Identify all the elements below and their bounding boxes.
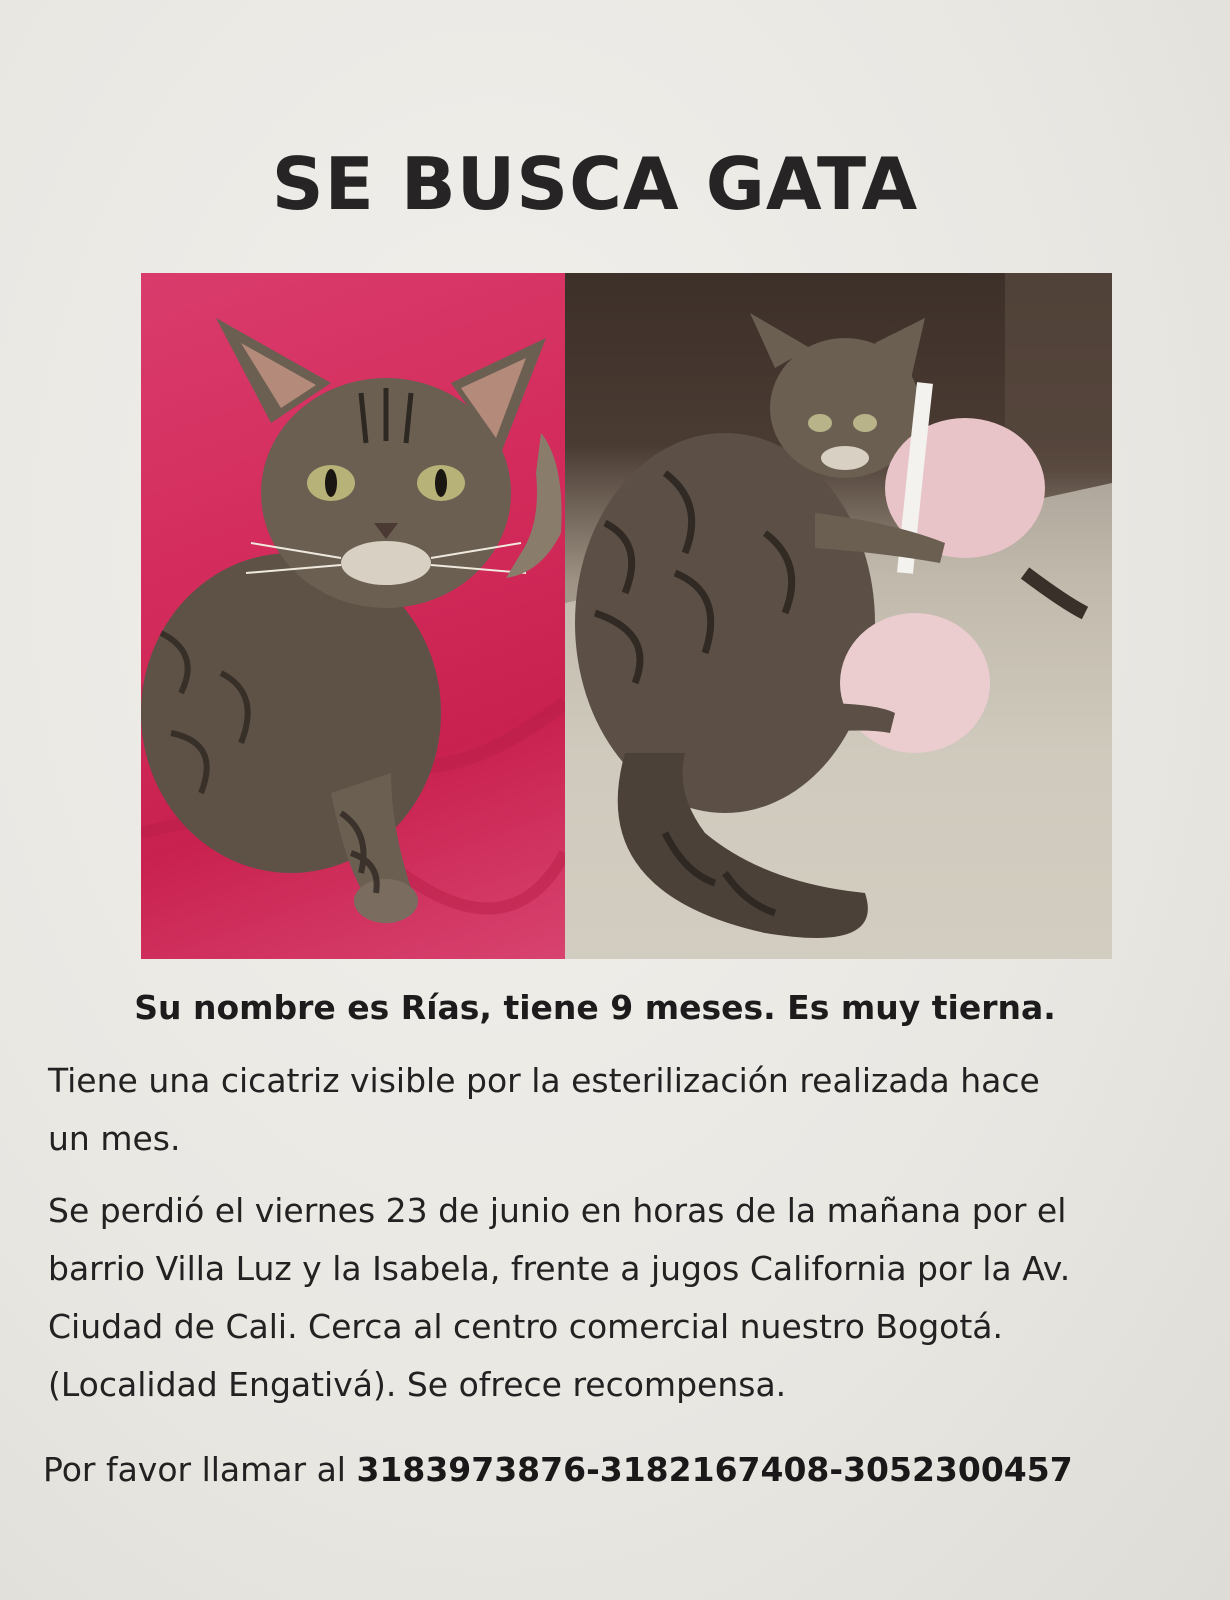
cat-sitting-illustration [141, 273, 565, 959]
lost-line-3: Ciudad de Cali. Cerca al centro comercial nuestro Bogotá. [48, 1307, 1004, 1346]
lost-details [48, 1182, 1148, 1414]
flyer-title: SE BUSCA GATA [271, 142, 919, 226]
lost-line-2: barrio Villa Luz y la Isabela, frente a jugos California por la Av. [48, 1249, 1071, 1288]
cat-name-subtitle: Su nombre es Rías, tiene 9 meses. Es muy tierna. [134, 988, 1056, 1027]
scar-description [48, 1052, 1148, 1168]
contact-line [43, 1450, 1073, 1489]
cat-photo-playing [565, 273, 1112, 959]
cat-playing-illustration [565, 273, 1112, 959]
phone-numbers: 3183973876-3182167408-3052300457 [356, 1450, 1073, 1489]
lost-line-4: (Localidad Engativá). Se ofrece recompensa. [48, 1365, 787, 1404]
scar-line-2: un mes. [48, 1119, 181, 1158]
scar-line-1: Tiene una cicatriz visible por la esterilización realizada hace [48, 1061, 1040, 1100]
cat-photo-sitting [141, 273, 565, 959]
cat-photos [141, 273, 1112, 959]
call-prefix: Por favor llamar al [43, 1450, 357, 1489]
lost-line-1: Se perdió el viernes 23 de junio en horas de la mañana por el [48, 1191, 1067, 1230]
